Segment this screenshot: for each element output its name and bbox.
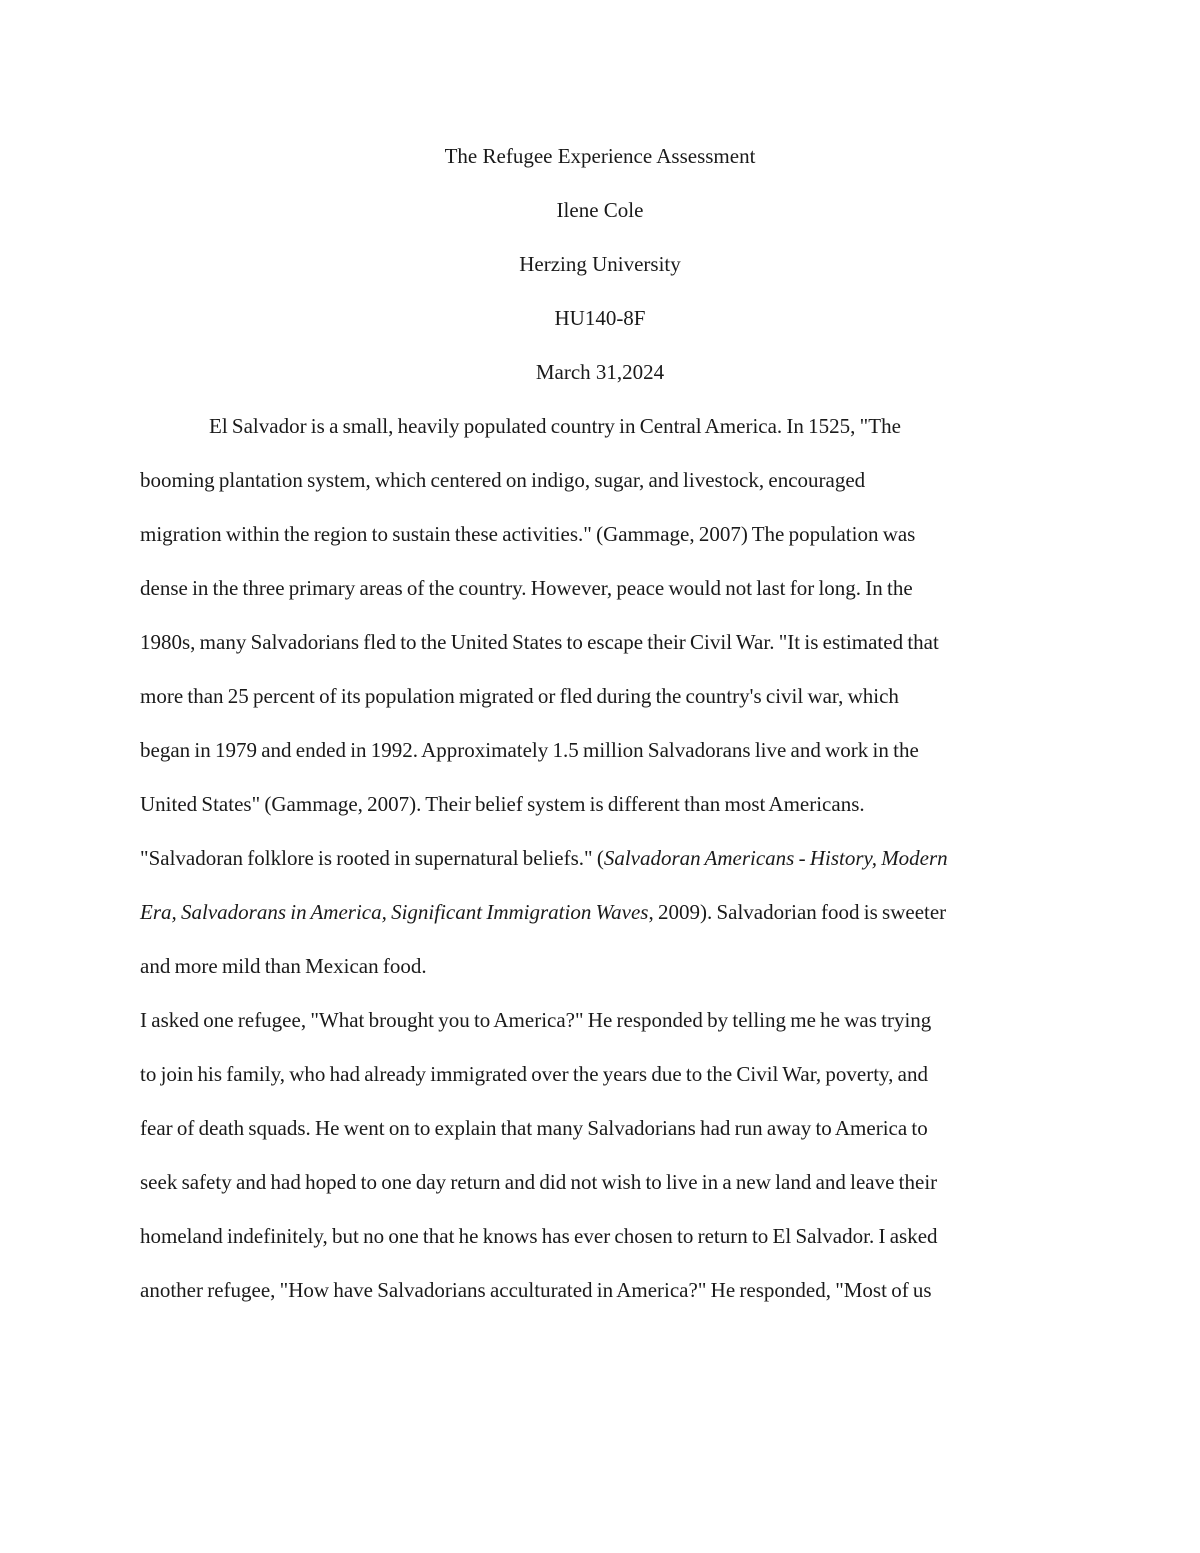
paragraph-line: and more mild than Mexican food. bbox=[140, 954, 427, 978]
citation-title: Era, Salvadorans in America, Significant Immigration Waves bbox=[140, 900, 649, 924]
paragraph-line: booming plantation system, which centered on indigo, sugar, and livestock, encouraged bbox=[140, 468, 866, 492]
paragraph-line: fear of death squads. He went on to explain that many Salvadorians had run away to America to bbox=[140, 1116, 928, 1140]
quote-text: "Salvadoran folklore is rooted in supernatural beliefs." ( bbox=[140, 846, 604, 870]
paragraph-line: to join his family, who had already immigrated over the years due to the Civil War, poverty, and bbox=[140, 1062, 928, 1086]
paragraph-line: migration within the region to sustain these activities." (Gammage, 2007) The population was bbox=[140, 522, 916, 546]
paragraph-line: 1980s, many Salvadorians fled to the United States to escape their Civil War. "It is estimated that bbox=[140, 630, 939, 654]
course-code: HU140-8F bbox=[554, 306, 646, 330]
document-title: The Refugee Experience Assessment bbox=[444, 144, 756, 168]
paragraph-line: United States" (Gammage, 2007). Their belief system is different than most Americans. bbox=[140, 792, 865, 816]
institution-name: Herzing University bbox=[519, 252, 681, 276]
paragraph-line: seek safety and had hoped to one day return and did not wish to live in a new land and leave their bbox=[140, 1170, 938, 1194]
paragraph-line bbox=[140, 844, 948, 872]
citation-text: , 2009). Salvadorian food is sweeter bbox=[648, 900, 947, 924]
paragraph-line: I asked one refugee, "What brought you to America?" He responded by telling me he was trying bbox=[140, 1008, 932, 1032]
paragraph-line: another refugee, "How have Salvadorians acculturated in America?" He responded, "Most of us bbox=[140, 1278, 932, 1302]
author-name: Ilene Cole bbox=[556, 198, 644, 222]
paragraph-line: more than 25 percent of its population migrated or fled during the country's civil war, which bbox=[140, 684, 899, 708]
document-date: March 31,2024 bbox=[535, 360, 665, 384]
paragraph-line: El Salvador is a small, heavily populated country in Central America. In 1525, "The bbox=[209, 414, 901, 438]
paragraph-line: dense in the three primary areas of the country. However, peace would not last for long. In the bbox=[140, 576, 913, 600]
citation-title: Salvadoran Americans - History, Modern bbox=[603, 846, 948, 870]
paragraph-line: homeland indefinitely, but no one that he knows has ever chosen to return to El Salvador. I asked bbox=[140, 1224, 938, 1248]
paragraph-line: began in 1979 and ended in 1992. Approximately 1.5 million Salvadorans live and work in the bbox=[140, 738, 919, 762]
paragraph-line bbox=[140, 898, 946, 926]
